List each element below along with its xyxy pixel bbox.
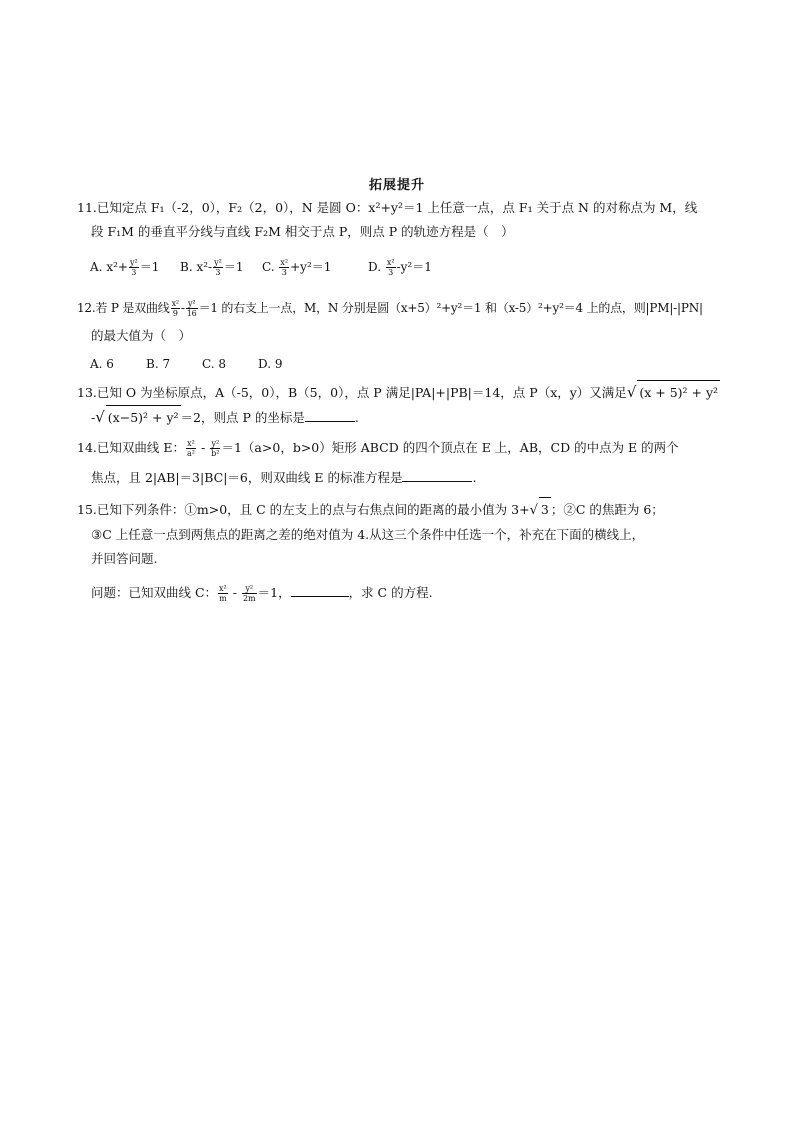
q15-line1: 15.已知下列条件：①m>0，且 C 的左支上的点与右焦点间的距离的最小值为 3+√ 3 ；②C 的焦距为 6； <box>77 497 727 523</box>
section-title: 拓展提升 <box>368 178 425 193</box>
q13-sqrt-1: (x + 5)² + y² <box>637 380 720 405</box>
q15-condition-blank[interactable] <box>291 584 349 597</box>
q12-number: 12. <box>77 301 96 315</box>
q14-answer-blank[interactable] <box>402 469 472 482</box>
q11-option-c[interactable]: C. $\frac{\text{x²}}{3}$ +y²＝1 <box>262 258 332 277</box>
q13-line2: -√ (x−5)² + y² ＝2，则点 P 的坐标是 . <box>77 405 727 430</box>
q12-option-b[interactable]: B. 7 <box>146 357 171 371</box>
q11-option-d[interactable]: D. $\frac{\text{x²}}{3}$ -y²＝1 <box>368 258 432 277</box>
q12-option-c[interactable]: C. 8 <box>202 357 227 371</box>
q15-question: 问题：已知双曲线 C： $\frac{\text{x²}}{m}$ - $\frac{\text{y²}}{2m}$ ＝1， ，求 C 的方程. <box>91 584 433 603</box>
q13-sqrt-2: (x−5)² + y² <box>106 405 181 430</box>
question-12 <box>77 296 727 348</box>
q15-number: 15. <box>77 502 97 517</box>
q13-answer-blank[interactable] <box>305 409 355 422</box>
question-13 <box>77 380 727 430</box>
q12-line1: 12.若 P 是双曲线 $\frac{\text{x²}}{9}$ - $\frac{\text{y²}}{16}$ ＝1 的右支上一点，M，N 分别是圆（x+5）²+y²＝1 和（x-5）²+y²＝4 上的点，则|PM|-|PN| <box>77 299 703 318</box>
q13-line1: 13.已知 O 为坐标原点，A（-5，0），B（5，0），点 P 满足|PA|+|PB|＝14，点 P（x，y）又满足√ (x + 5)² + y² <box>77 380 727 405</box>
q15-line3: 并回答问题. <box>91 551 158 566</box>
question-11 <box>77 196 727 244</box>
q11-number: 11. <box>77 200 97 215</box>
question-15 <box>77 497 727 605</box>
q14-line2: 焦点，且 2|AB|＝3|BC|＝6，则双曲线 E 的标准方程是 . <box>91 470 477 485</box>
q12-line2: 的最大值为（ ） <box>91 328 192 343</box>
q11-line1 <box>77 196 727 220</box>
q12-option-a[interactable]: A. 6 <box>90 357 114 371</box>
q11-option-b[interactable]: B. x²- $\frac{\text{y²}}{3}$ ＝1 <box>180 258 244 277</box>
q14-number: 14. <box>77 440 97 455</box>
q12-option-d[interactable]: D. 9 <box>258 357 283 371</box>
q11-option-a[interactable]: A. x²+ $\frac{\text{y²}}{3}$ ＝1 <box>90 258 160 277</box>
q13-number: 13. <box>77 385 97 400</box>
q14-line1: 14.已知双曲线 E： $\frac{\text{x²}}{\text{a²}}$ - $\frac{\text{y²}}{\text{b²}}$ ＝1（a>0，b>0）矩形 ABCD 的四个顶点在 E 上，AB，CD 的中点为 E 的两个 <box>77 439 679 458</box>
question-14 <box>77 436 727 490</box>
q15-line2: ③C 上任意一点到两焦点的距离之差的绝对值为 4.从这三个条件中任选一个，补充在下面的横线上， <box>91 527 645 542</box>
q11-text-1: 已知定点 F₁（-2，0），F₂（2，0），N 是圆 O：x²+y²＝1 上任意一点，点 F₁ 关于点 N 的对称点为 M，线 <box>96 200 698 215</box>
q11-line2: 段 F₁M 的垂直平分线与直线 F₂M 相交于点 P，则点 P 的轨迹方程是（ ） <box>91 224 514 239</box>
